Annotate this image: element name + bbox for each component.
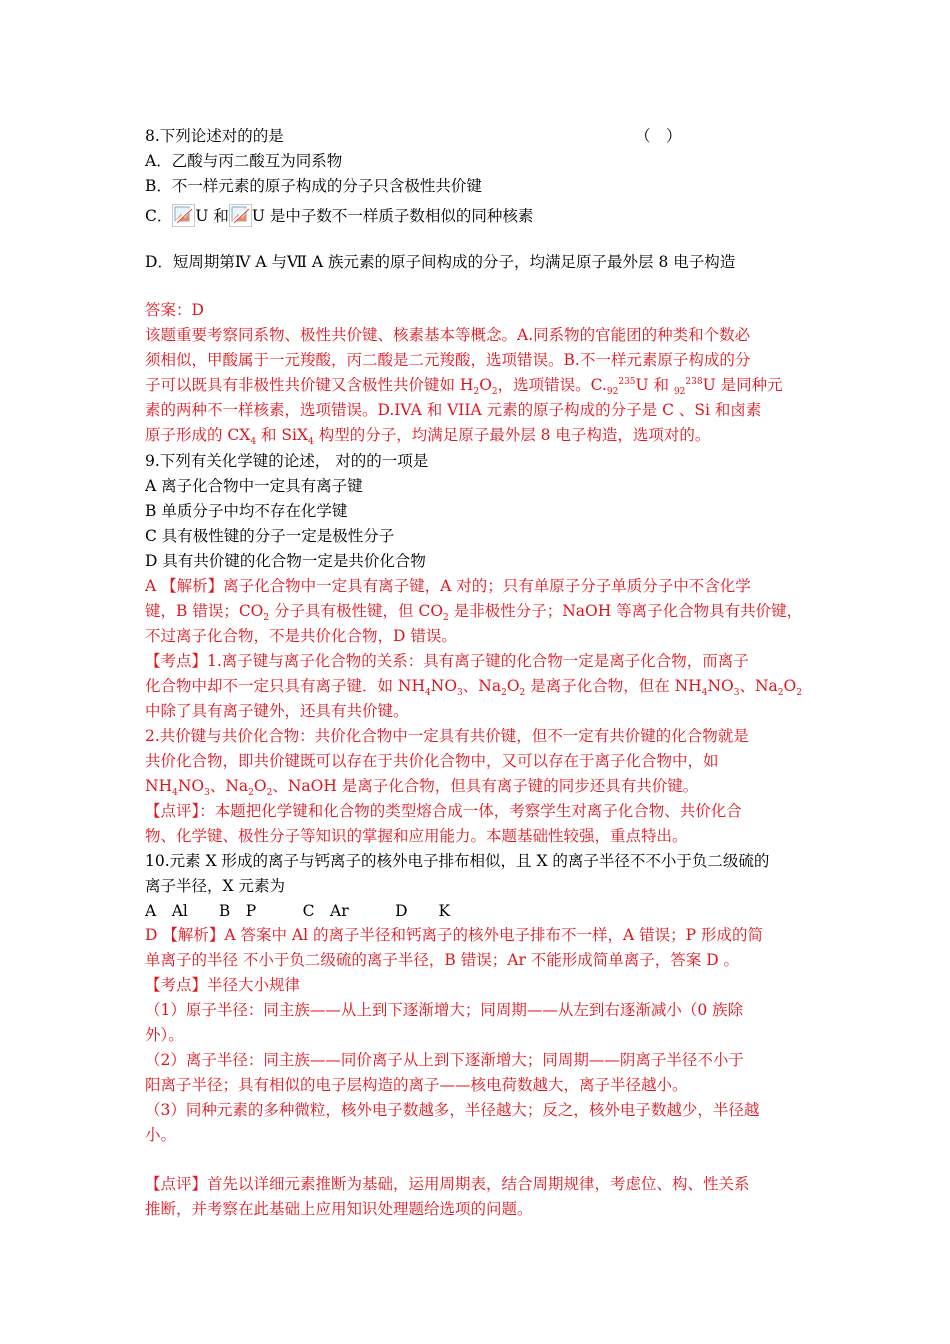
subscript: 3 — [457, 688, 463, 699]
text-run: 是非极性分子；NaOH 等离子化合物具有共价键， — [448, 602, 803, 620]
subscript: 2 — [796, 688, 802, 699]
q8-explanation-1: 该题重要考察同系物、极性共价键、核素基本等概念。A.同系物的官能团的种类和个数必 — [145, 326, 751, 344]
subscript: 2 — [248, 788, 254, 799]
text-run: 键，B 错误；CO — [145, 602, 264, 620]
text-run: 、Na — [739, 677, 778, 695]
q9-keypoint-5: 共价化合物，即共价键既可以存在于共价化合物中，又可以存在于离子化合物中，如 — [145, 752, 719, 770]
text-run: 和 SiX — [256, 426, 309, 444]
q10-comment-1: 【点评】首先以详细元素推断为基础，运用周期表，结合周期规律，考虑位、构、性关系 — [145, 1175, 750, 1193]
subscript: 4 — [250, 437, 257, 448]
broken-image-icon — [229, 204, 252, 227]
text-run: NH — [145, 777, 173, 795]
subscript: 2 — [263, 613, 270, 624]
subscript: 92 — [673, 387, 686, 398]
subscript: 4 — [308, 437, 314, 448]
text-run: 子可以既具有非极性共价键又含极性共价键如 H — [145, 376, 474, 394]
q8-answer: 答案：D — [145, 301, 204, 319]
q10-rule-2a: （2）离子半径：同主族——同价离子从上到下逐渐增大；同周期——阴离子半径不小于 — [145, 1051, 744, 1069]
q9-option-a: A 离子化合物中一定具有离子键 — [145, 477, 363, 495]
text-run: 、Na — [209, 777, 249, 795]
q9-keypoint-6 — [145, 776, 815, 799]
subscript: 2 — [491, 387, 498, 398]
q10-rule-3a: （3）同种元素的多种微粒，核外电子数越多，半径越大；反之，核外电子数越少，半径越 — [145, 1101, 760, 1119]
text-run: 是离子化合物，但在 NH — [525, 677, 702, 695]
subscript: 2 — [501, 688, 507, 699]
subscript: 2 — [777, 688, 784, 699]
broken-image-icon — [172, 204, 195, 227]
subscript: 4 — [425, 688, 431, 699]
q10-rule-1b: 外）。 — [145, 1026, 184, 1044]
q9-comment-1: 【点评】：本题把化学键和化合物的类型熔合成一体，考察学生对离子化合物、共价化合 — [145, 802, 742, 820]
q8-stem-line — [145, 126, 815, 146]
q8-explanation-5 — [145, 425, 815, 448]
q10-rule-3b: 小。 — [145, 1126, 177, 1144]
superscript: 238 — [685, 376, 703, 387]
q10-explanation-2: 单离子的半径 不小于负二级硫的离子半径，B 错误；Ar 不能形成简单离子，答案 D 。 — [145, 951, 740, 969]
q9-explanation-2 — [145, 601, 815, 624]
q9-comment-2: 物、化学键、极性分子等知识的掌握和应用能力。本题基础性较强，重点特出。 — [145, 827, 688, 845]
q9-option-c: C 具有极性键的分子一定是极性分子 — [145, 527, 395, 545]
text-run: U 是同种元 — [702, 376, 783, 394]
q10-stem-1: 10.元素 X 形成的离子与钙离子的核外电子排布相似，且 X 的离子半径不不小于负二级硫的 — [145, 852, 770, 870]
text-run: NO — [430, 677, 458, 695]
q8-option-c-prefix: C． — [145, 207, 173, 225]
subscript: 3 — [204, 788, 210, 799]
subscript: 4 — [701, 688, 708, 699]
q9-explanation-3: 不过离子化合物，不是共价化合物，D 错误。 — [145, 627, 457, 645]
q10-options: A Al B P C Ar D K — [145, 902, 451, 920]
q9-stem: 9.下列有关化学键的论述， 对的的一项是 — [145, 452, 429, 470]
subscript: 2 — [266, 788, 273, 799]
text-run: 、Na — [462, 677, 502, 695]
text-run: O — [253, 777, 267, 795]
q8-explanation-4: 素的两种不一样核素，选项错误。D.IVA 和 VIIA 元素的原子构成的分子是 C 、Si 和卤素 — [145, 401, 762, 419]
subscript: 4 — [172, 788, 178, 799]
q9-keypoint-1: 【考点】1.离子键与离子化合物的关系：具有离子键的化合物一定是离子化合物，而离子 — [145, 652, 749, 670]
q8-option-c-u1: U 和 — [195, 207, 229, 225]
text-run: 构型的分子，均满足原子最外层 8 电子构造，选项对的。 — [313, 426, 711, 444]
text-run: NO — [177, 777, 205, 795]
q8-option-c — [145, 204, 815, 227]
q8-option-a: A．乙酸与丙二酸互为同系物 — [145, 152, 343, 170]
subscript: 2 — [473, 387, 480, 398]
q9-keypoint-4: 2.共价键与共价化合物：共价化合物中一定具有共价键，但不一定有共价键的化合物就是 — [145, 727, 749, 745]
subscript: 92 — [606, 387, 619, 398]
q9-option-d: D 具有共价键的化合物一定是共价化合物 — [145, 552, 426, 570]
text-run: NO — [707, 677, 734, 695]
subscript: 2 — [443, 613, 449, 624]
text-run: ，选项错误。C. — [497, 376, 607, 394]
q10-rule-2b: 阳离子半径；具有相似的电子层构造的离子——核电荷数越大，离子半径越小。 — [145, 1076, 688, 1094]
subscript: 2 — [519, 688, 526, 699]
q8-option-c-u2: U 是中子数不一样质子数相似的同种核素 — [251, 207, 534, 225]
q10-rule-1a: （1）原子半径：同主族——从上到下逐渐增大；同周期——从左到右逐渐减小（0 族除 — [145, 1001, 744, 1019]
q10-comment-2: 推断，并考察在此基础上应用知识处理题给选项的问题。 — [145, 1200, 533, 1218]
q9-keypoint-3: 中除了具有离子键外，还具有共价键。 — [145, 702, 409, 720]
text-run: 、NaOH 是离子化合物，但具有离子键的同步还具有共价键。 — [272, 777, 699, 795]
text-run: O — [783, 677, 797, 695]
q9-explanation-1: A 【解析】离子化合物中一定具有离子键，A 对的；只有单原子分子单质分子中不含化学 — [145, 577, 751, 595]
text-run: O — [506, 677, 520, 695]
q9-keypoint-2 — [145, 676, 815, 699]
text-run: 原子形成的 CX — [145, 426, 251, 444]
q8-explanation-3 — [145, 375, 815, 398]
q8-answer-paren: （ ） — [635, 127, 682, 145]
superscript: 235 — [618, 376, 636, 387]
q10-explanation-1: D 【解析】A 答案中 Al 的离子半径和钙离子的核外电子排布不一样，A 错误；P 形成的简 — [145, 926, 763, 944]
text-run: 化合物中却不一定只具有离子键．如 NH — [145, 677, 426, 695]
q10-stem-2: 离子半径，X 元素为 — [145, 877, 285, 895]
text-run: O — [479, 376, 492, 394]
q8-option-b: B．不一样元素的原子构成的分子只含极性共价键 — [145, 177, 482, 195]
subscript: 3 — [733, 688, 740, 699]
q8-option-d: D．短周期第Ⅳ A 与Ⅶ A 族元素的原子间构成的分子，均满足原子最外层 8 电子构造 — [145, 253, 736, 271]
q9-option-b: B 单质分子中均不存在化学键 — [145, 502, 348, 520]
text-run: U 和 — [635, 376, 674, 394]
q10-keypoint-title: 【考点】半径大小规律 — [145, 976, 301, 994]
text-run: 分子具有极性键，但 CO — [269, 602, 444, 620]
q8-stem: 8.下列论述对的的是 — [145, 127, 284, 145]
q8-explanation-2: 须相似，甲酸属于一元羧酸，丙二酸是二元羧酸，选项错误。B.不一样元素原子构成的分 — [145, 351, 751, 369]
